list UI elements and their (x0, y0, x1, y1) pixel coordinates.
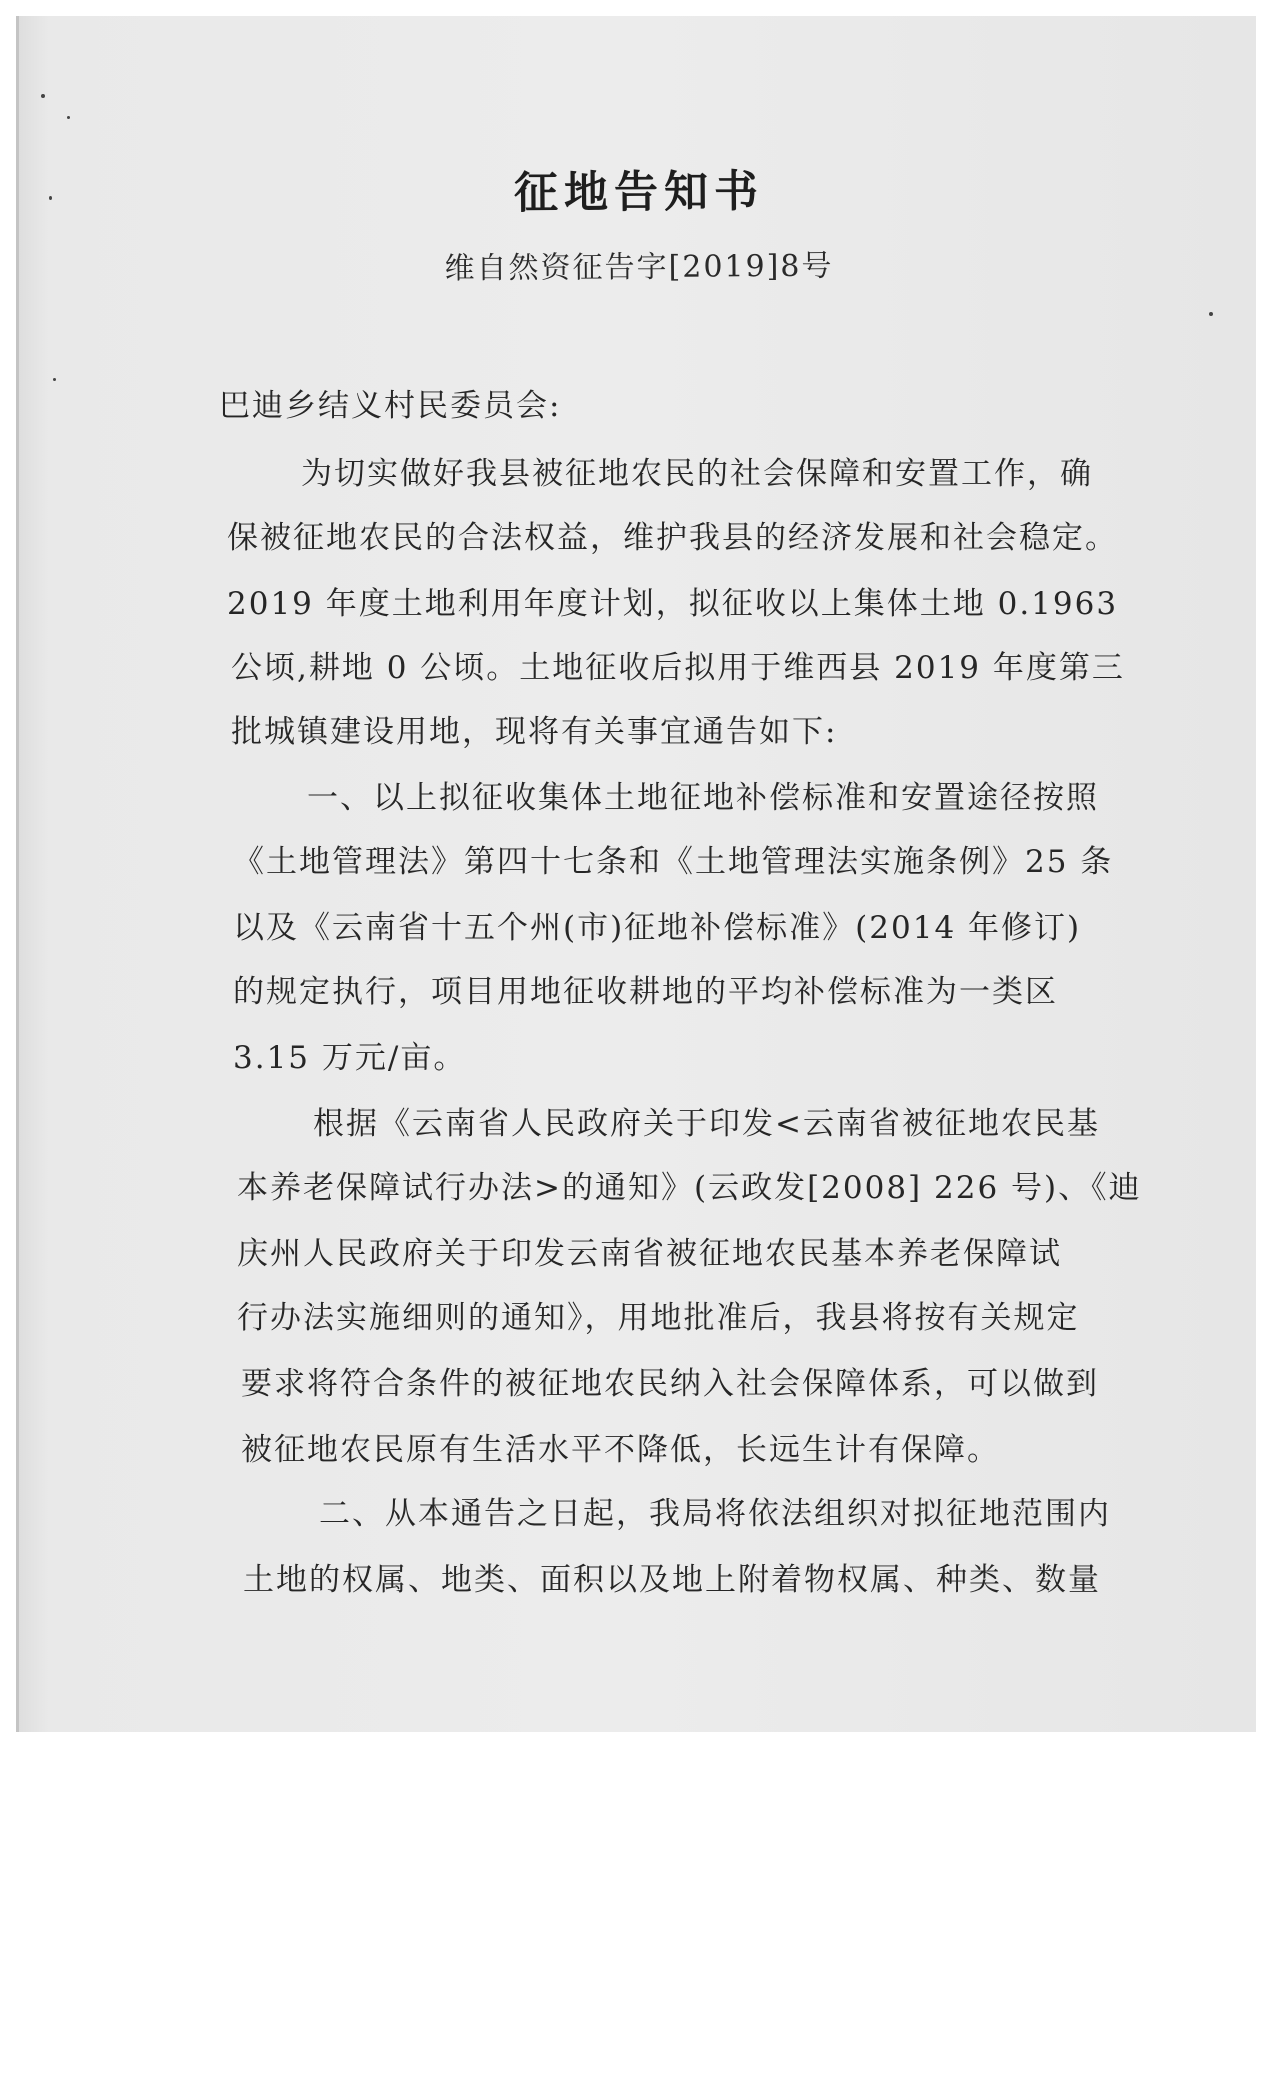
body-line: 保被征地农民的合法权益，维护我县的经济发展和社会稳定。 (227, 520, 1118, 556)
body-line: 批城镇建设用地，现将有关事宜通告如下: (231, 714, 838, 750)
body-line: 《土地管理法》第四十七条和《土地管理法实施条例》25 条 (233, 844, 1114, 880)
body-line: 以及《云南省十五个州(市)征地补偿标准》(2014 年修订) (233, 910, 1082, 946)
body-line: 庆州人民政府关于印发云南省被征地农民基本养老保障试 (237, 1236, 1062, 1272)
body-line: 一、以上拟征收集体土地征地补偿标准和安置途径按照 (307, 780, 1099, 816)
scan-speck (53, 378, 56, 381)
body-line: 本养老保障试行办法>的通知》(云政发[2008] 226 号)、《迪 (237, 1170, 1142, 1206)
addressee: 巴迪乡结义村民委员会: (219, 388, 562, 424)
scan-speck (67, 116, 70, 119)
document-number: 维自然资征告字[2019]8号 (444, 248, 834, 287)
scan-speck (41, 94, 45, 98)
body-line: 3.15 万元/亩。 (233, 1040, 467, 1076)
body-line: 公顷,耕地 0 公顷。土地征收后拟用于维西县 2019 年度第三 (231, 650, 1125, 686)
scan-speck (1209, 312, 1213, 316)
scanned-page (16, 16, 1256, 1732)
body-line: 要求将符合条件的被征地农民纳入社会保障体系，可以做到 (241, 1366, 1099, 1402)
body-line: 被征地农民原有生活水平不降低，长远生计有保障。 (241, 1432, 1000, 1468)
body-line: 的规定执行，项目用地征收耕地的平均补偿标准为一类区 (233, 974, 1058, 1010)
body-line: 2019 年度土地利用年度计划，拟征收以上集体土地 0.1963 (227, 586, 1119, 622)
body-line: 根据《云南省人民政府关于印发<云南省被征地农民基 (313, 1106, 1100, 1142)
document-title: 征地告知书 (513, 166, 765, 219)
body-line: 为切实做好我县被征地农民的社会保障和安置工作，确 (301, 456, 1093, 492)
body-line: 土地的权属、地类、面积以及地上附着物权属、种类、数量 (243, 1562, 1101, 1598)
body-line: 二、从本通告之日起，我局将依法组织对拟征地范围内 (319, 1496, 1111, 1532)
body-line: 行办法实施细则的通知》，用地批准后，我县将按有关规定 (237, 1300, 1080, 1336)
